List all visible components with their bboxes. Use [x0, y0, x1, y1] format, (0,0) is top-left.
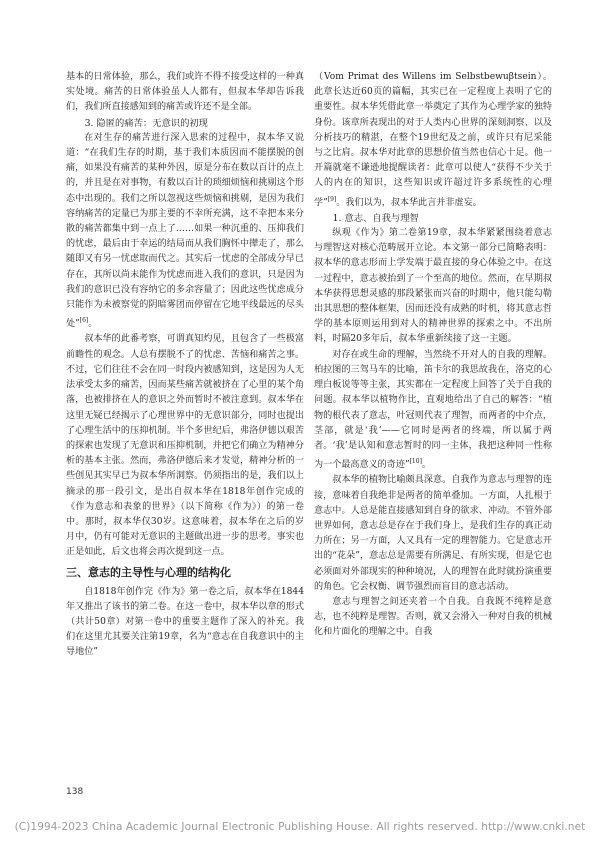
left-column — [66, 70, 304, 785]
paragraph: 基本的日常体验，那么，我们或许不得不接受这样的一种真实处境。痛苦的日常体验虽人人都有，但叔本华却告诉我们，我们所直接感知到的痛苦或许还不是全部。 — [66, 72, 304, 113]
paragraph: 叔本华的此番考察，可谓真知灼见，且包含了一些极富前瞻性的观念。人总有摆脱不了的忧虑、苦恼和痛苦之事。不过，它们往往不会在同一时段内被感知到，这是因为人无法承受太多的痛苦，因而某些痛苦就被挤在了心里的某个角落，也被排挤在人的意识之外而暂时不被注意到。叔本华在这里无疑已经揭示了心理世界中的无意识部分，同时也提出了心理生活中的压抑机制。半个多世纪后，弗洛伊德以艰苦的探索也发现了无意识和压抑机制，并把它们确立为精神分析的基本主张。然而，弗洛伊德后来才发觉，精神分析的一些创见其实早已为叔本华所洞察。仍须指出的是，我们以上摘录的那一段引文，是出自叔本华在1818年创作完成的《作为意志和表象的世界》（以下简称《作为》）的第一卷中。那时，叔本华仅30岁。这意味着，叔本华在之后的岁月中，仍有可能对无意识的主题做出进一步的思考。事实也正是如此，后文也将会再次提到这一点。 — [66, 334, 304, 558]
right-column — [314, 70, 552, 785]
paragraph: 自1818年创作完《作为》第一卷之后，叔本华在1844年又推出了该书的第二卷。在这一卷中，叔本华以章的形式（共计50章）对第一卷中的重要主题作了深入的补充。我们在这里尤其要关注第19章，名为“意志在自我意识中的主导地位” — [66, 586, 304, 658]
paragraph-text: 。我们以为，叔本华此言并非虚妄。 — [336, 197, 482, 208]
paragraph: 纵观《作为》第二卷第19章，叔本华紧紧围绕着意志与理智这对核心范畴展开立论。本文第一部分已简略表明：叔本华的意志形而上学发端于最直接的身心体验之中。在这一过程中，意志被抬到了一个至高的地位。然而，在早期叔本华获得思想灵感的那段紧张而兴奋的时期中，他只能勾勒出其思想的整体框架，因而还没有成熟的时机，将其意志哲学的基本原则运用到对人的精神世界的探索之中。不出所料，时隔20多年后，叔本华重新续接了这一主题。 — [314, 228, 552, 345]
quote-text: 在对生存的痛苦进行深入思索的过程中，叔本华又说道：“在我们生存的时期，基于我们本质因而不能摆脱的创痛，如果没有痛苦的某种外因，原是分布在数以百计的点上的，并且是在对事物，有数以百计的琐细烦恼和挑剔这个形态中出现的。我们之所以忽视这些烦恼和挑剔，是因为我们容纳痛苦的定量已为那主要的不幸所充满，这不幸把本来分散的痛苦都集中到一点上了……如果一种沉重的、压抑我们的忧虑，最后由于幸运的结局而从我们胸怀中撵走了，那么随即又有另一忧虑取而代之。其实后一忧虑的全部成分早已存在，其所以尚未能作为忧虑而进入我们的意识，只是因为我们的意识已没有容纳它的多余容量了；因此这些忧虑成分只能作为未被察觉的阴暗雾团而停留在它地平线最远的尽头处” — [66, 132, 304, 330]
paragraph-text: 对存在或生命的理解，当然绕不开对人的自我的理解。柏拉图的三驾马车的比喻，笛卡尔的我思故我在，洛克的心理白板说等等主张，其实都在一定程度上回答了关于自我的问题。叔本华以植物作比，直观地给出了自己的解答：“植物的根代表了意志，叶冠则代表了理智，而两者的中介点，茎部，就是‘我’——它同时是两者的终端，所以属于两者。‘我’是认知和意志暂时的同一主体，我把这种同一性称为一个最高意义的奇迹” — [314, 349, 552, 471]
subsection-heading: 1. 意志、自我与理智 — [332, 212, 419, 224]
punctuation: 。 — [88, 319, 98, 330]
citation-ref[interactable]: [6] — [79, 317, 89, 325]
paragraph: 叔本华的植物比喻颇具深意。自我作为意志与理智的连接，意味着自我绝非是两者的简单叠加。一方面，人扎根于意志中。人总是能直接感知到自身的欲求、冲动。不管外部世界如何，意志总是存在于我们身上，是我们生存的真正动力所在；另一方面，人又具有一定的理智能力。它是意志开出的“花朵”，意志总是需要有所满足、有所实现，但是它也必须面对外部现实的种种境况，人的理智在此时就扮演重要的角色。它会权衡、调节强烈而盲目的意志活动。 — [314, 475, 552, 592]
subsection-heading: 3. 隐匿的痛苦：无意识的初现 — [84, 117, 208, 129]
page-number: 138 — [66, 787, 84, 797]
paragraph-text: （Vom Primat des Willens im Selbstbewuβtsein）。此章长达近60页的篇幅，其实已在一定程度上表明了它的重要性。叔本华凭借此章一举奠定了其作为心理学家的独特身份。该章所表现出的对于人类内心世界的深刻洞察、以及分析技巧的精湛，在整个19世纪及之前，或许只有尼采能与之比肩。叔本华对此章的思想价值当然也信心十足。他一开篇就毫不谦逊地提醒读者：此章可以使人“获得不少关于人的内在的知识，这些知识或许超过许多系统性的心理学” — [314, 72, 552, 208]
citation-ref[interactable]: [9] — [327, 195, 337, 203]
paragraph — [66, 131, 304, 333]
punctuation: 。 — [421, 460, 432, 471]
section-heading: 三、意志的主导性与心理的结构化 — [66, 565, 231, 579]
paragraph — [314, 348, 552, 474]
paragraph — [314, 70, 552, 211]
copyright-footer: (C)1994-2023 China Academic Journal Electronic Publishing House. All rights reserved. http://www.cnki.net — [14, 821, 586, 833]
paragraph: 意志与理智之间还夹着一个自我。自我既不纯粹是意志，也不纯粹是理智。否则，就又会滑入一种对自我的机械化和片面化的理解之中。自我 — [314, 596, 552, 638]
citation-ref[interactable]: [10] — [409, 458, 422, 466]
